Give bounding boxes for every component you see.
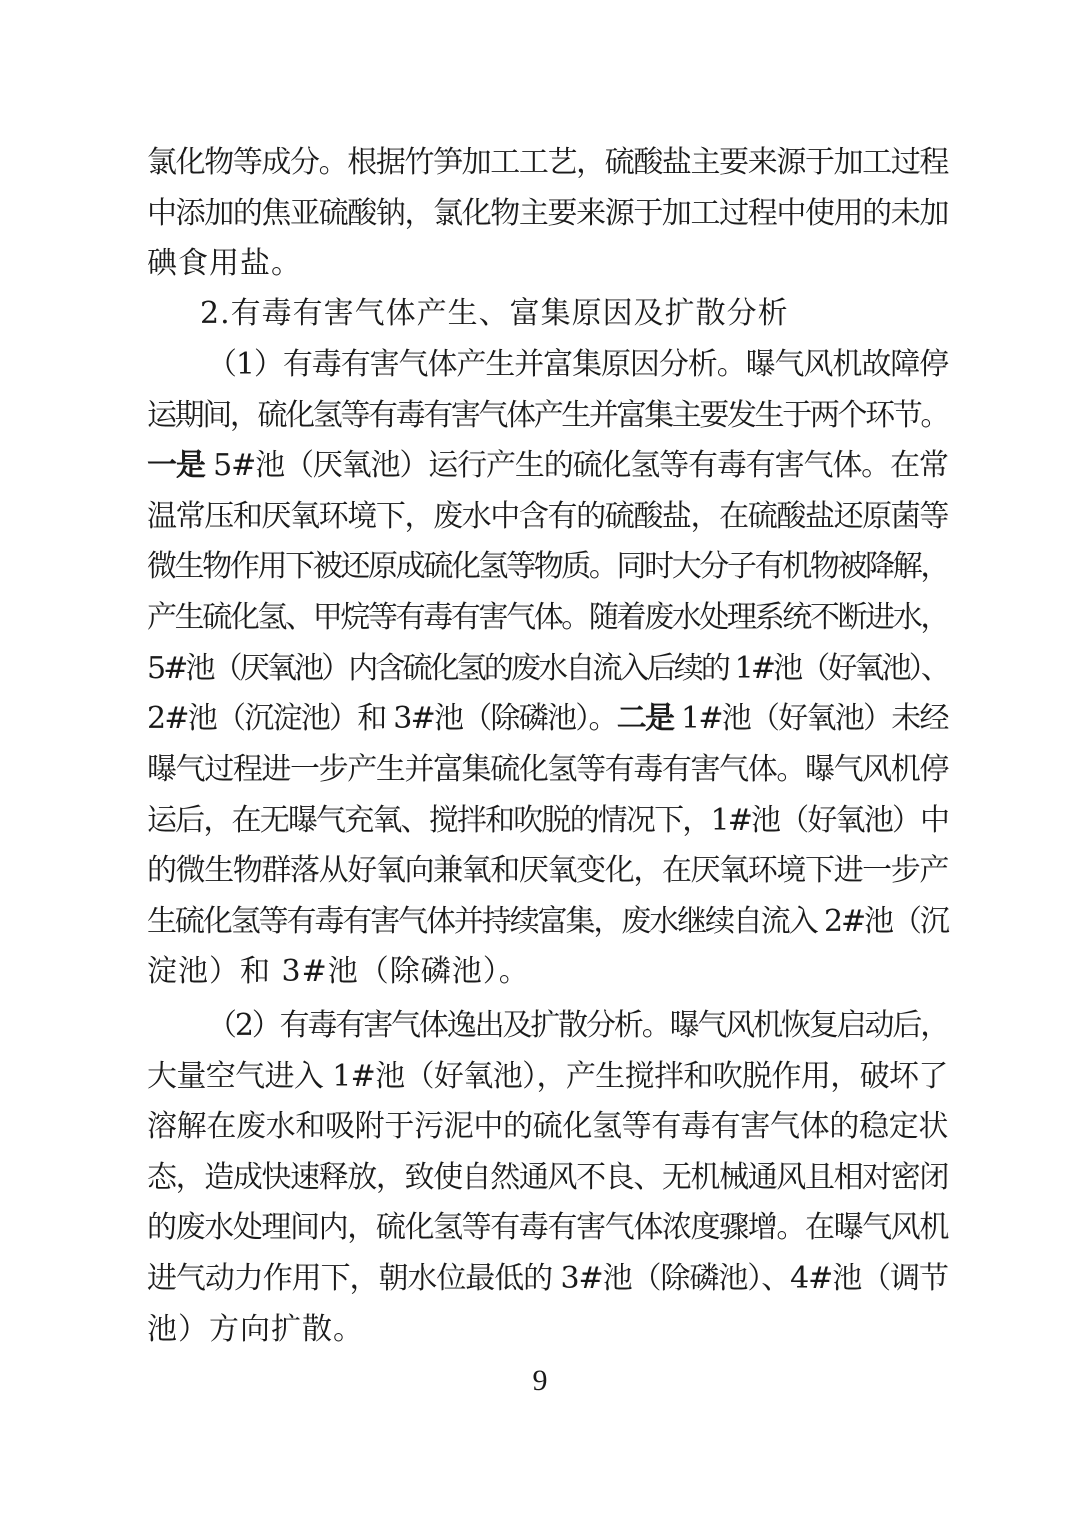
page-number: 9 — [532, 1364, 548, 1397]
bold-emphasis: 二是 — [616, 701, 674, 736]
text-line: 一是 5#池（厌氧池）运行产生的硫化氢等有毒有害气体。在常 — [147, 448, 948, 483]
subsection-heading: （1）有毒有害气体产生并富集原因分析。曝气风机故障停 — [207, 347, 949, 382]
text-line: 的微生物群落从好氧向兼氧和厌氧变化，在厌氧环境下进一步产 — [147, 853, 948, 888]
text-line: 曝气过程进一步产生并富集硫化氢等有毒有害气体。曝气风机停 — [147, 752, 948, 787]
text-line: 溶解在废水和吸附于污泥中的硫化氢等有毒有害气体的稳定状 — [147, 1109, 948, 1144]
text-line: 温常压和厌氧环境下，废水中含有的硫酸盐，在硫酸盐还原菌等 — [147, 499, 948, 534]
bold-emphasis: 一是 — [147, 448, 205, 483]
text-line: 大量空气进入 1#池（好氧池），产生搅拌和吹脱作用，破坏了 — [147, 1059, 948, 1094]
text-line: 氯化物等成分。根据竹笋加工工艺，硫酸盐主要来源于加工过程 — [147, 145, 948, 180]
text-line: 2#池（沉淀池）和 3#池（除磷池）。二是 1#池（好氧池）未经 — [147, 701, 948, 736]
text-line: 生硫化氢等有毒有害气体并持续富集，废水继续自流入 2#池（沉 — [147, 904, 948, 939]
text-line: 池）方向扩散。 — [147, 1312, 364, 1347]
text-line: 运后，在无曝气充氧、搅拌和吹脱的情况下，1#池（好氧池）中 — [147, 803, 949, 838]
text-line: 产生硫化氢、甲烷等有毒有害气体。随着废水处理系统不断进水， — [147, 600, 948, 635]
text-line: 淀池）和 3#池（除磷池）。 — [147, 954, 530, 989]
text-line: 的废水处理间内，硫化氢等有毒有害气体浓度骤增。在曝气风机 — [147, 1210, 948, 1245]
text-line: 进气动力作用下，朝水位最低的 3#池（除磷池）、4#池（调节 — [147, 1261, 948, 1296]
text-line: 态，造成快速释放，致使自然通风不良、无机械通风且相对密闭 — [147, 1160, 948, 1195]
text-line: 碘食用盐。 — [147, 246, 302, 281]
text-line: 5#池（厌氧池）内含硫化氢的废水自流入后续的 1#池（好氧池）、 — [147, 651, 948, 686]
text-line: 运期间，硫化氢等有毒有害气体产生并富集主要发生于两个环节。 — [147, 398, 948, 433]
subsection-heading: （2）有毒有害气体逸出及扩散分析。曝气风机恢复启动后， — [207, 1008, 949, 1043]
text-line: 中添加的焦亚硫酸钠，氯化物主要来源于加工过程中使用的未加 — [147, 196, 948, 231]
text-line: 微生物作用下被还原成硫化氢等物质。同时大分子有机物被降解， — [147, 549, 948, 584]
section-heading: 2.有毒有害气体产生、富集原因及扩散分析 — [200, 296, 789, 331]
